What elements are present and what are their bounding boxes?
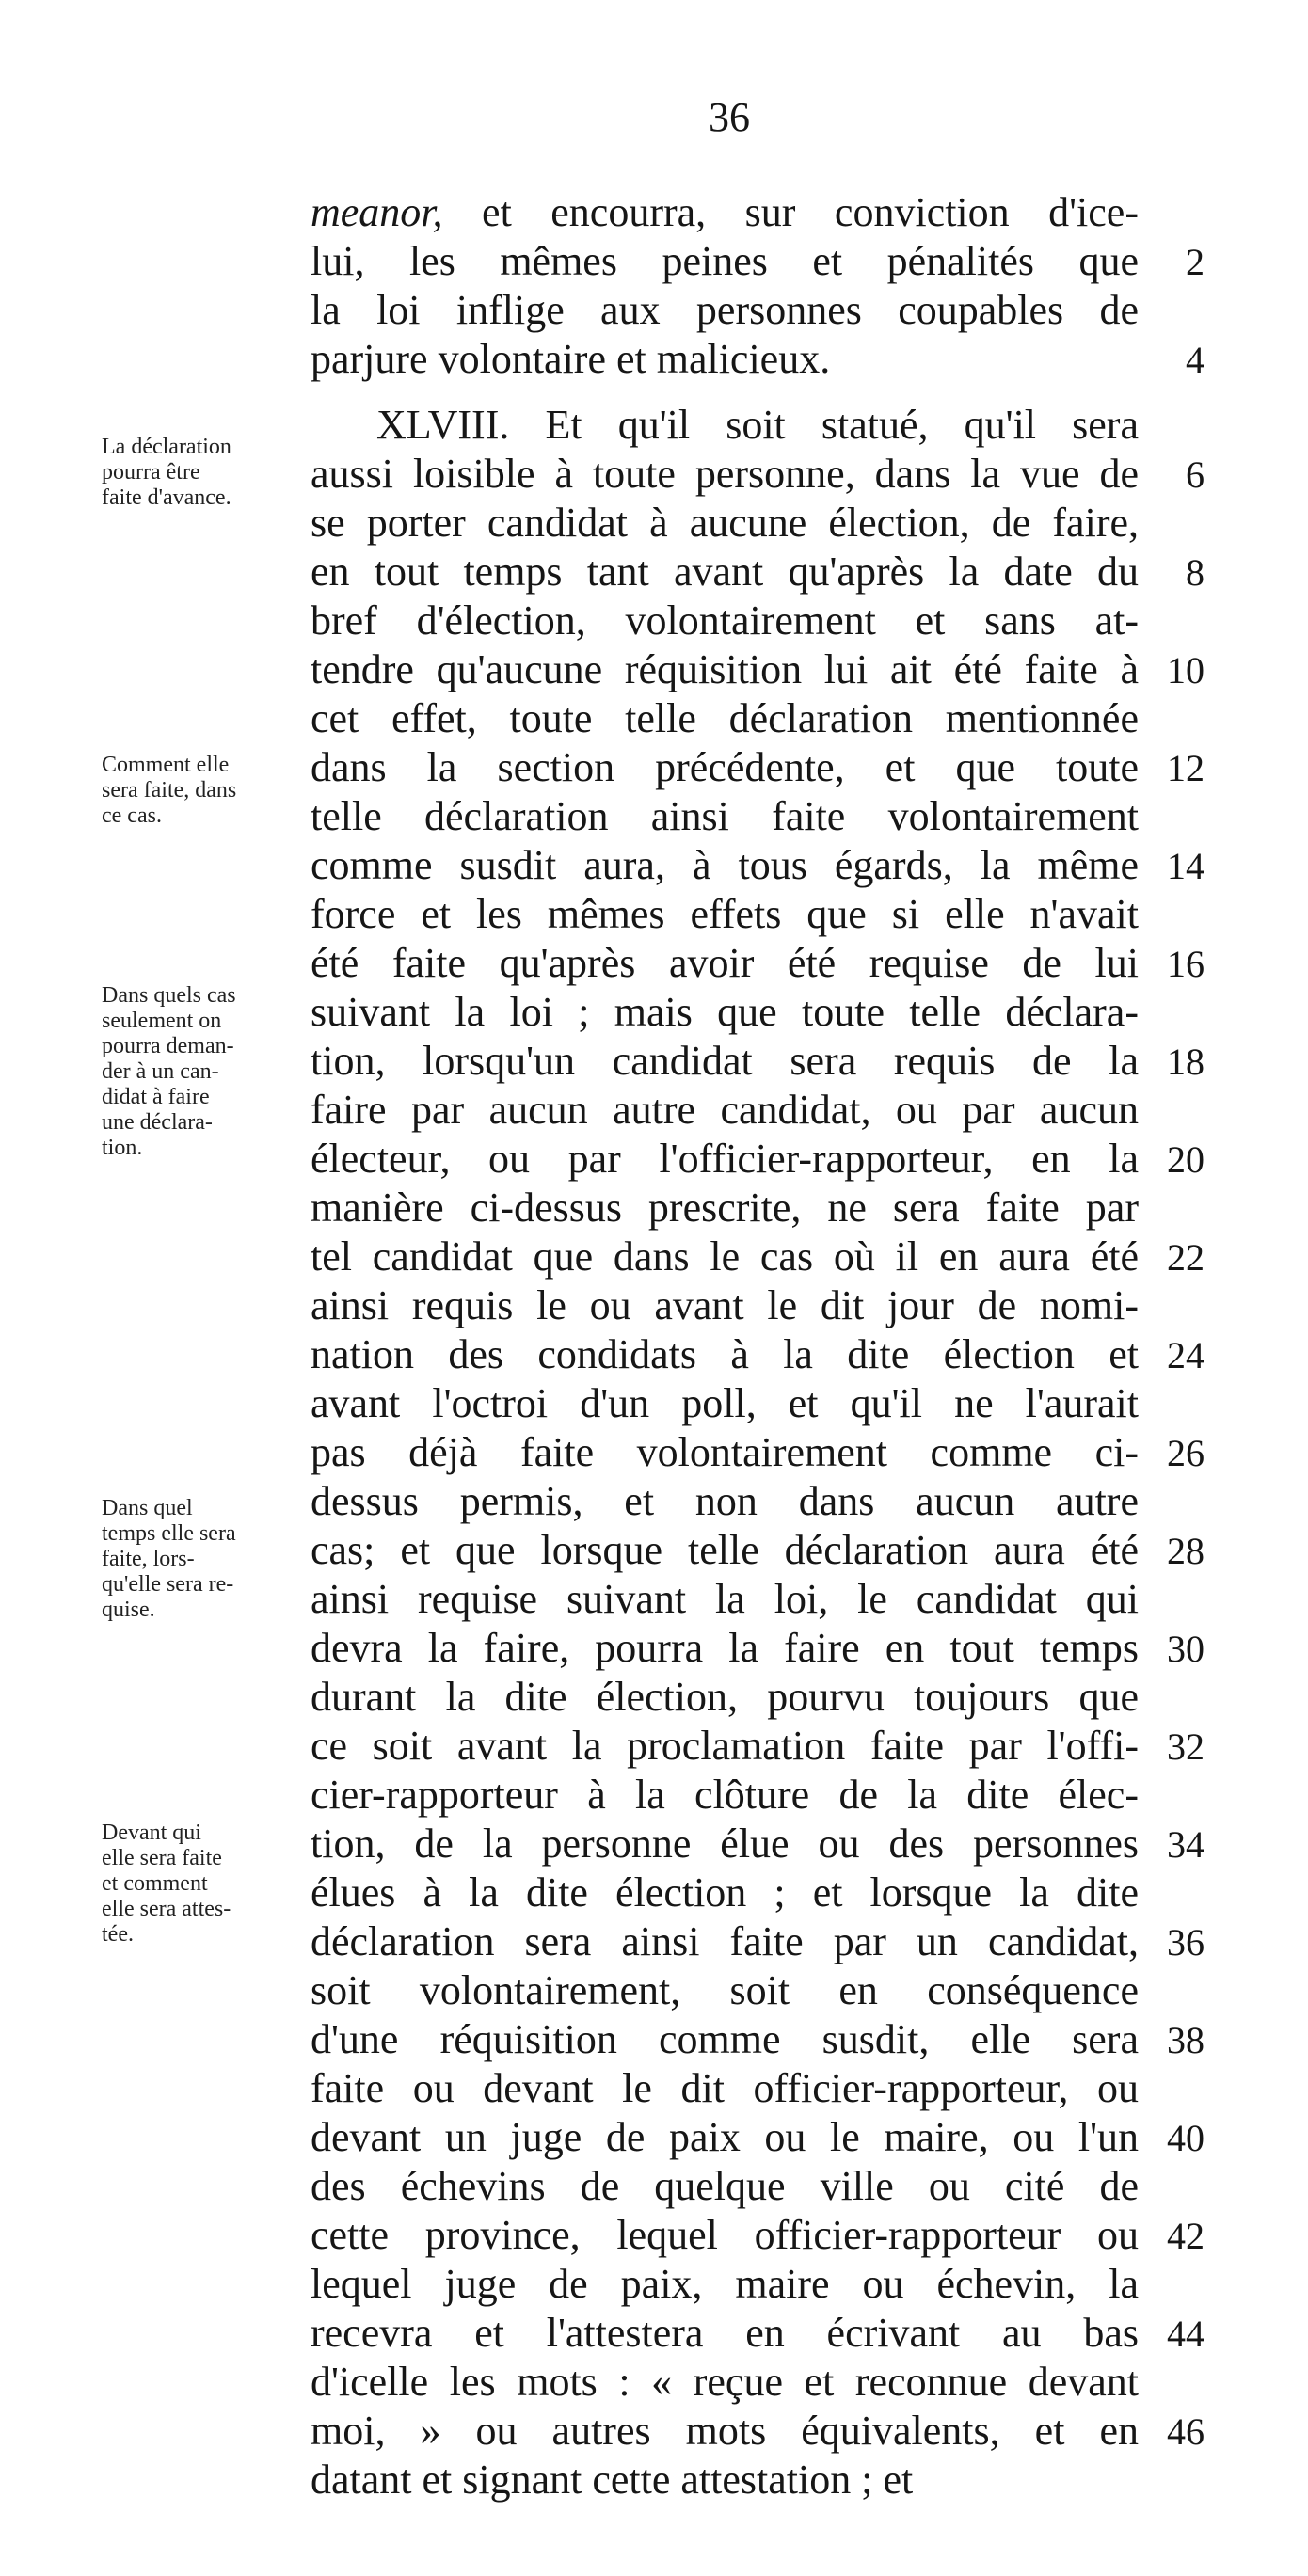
line-text: d'icelle les mots : « reçue et reconnue devant [311,2359,1139,2405]
body-text [311,188,1204,2504]
paragraph-gap [311,384,1204,401]
text-line [311,1771,1204,1820]
line-text: force et les mêmes effets que si elle n'avait [311,891,1139,937]
text-line [311,1575,1204,1624]
line-text: ainsi requise suivant la loi, le candidat qui [311,1576,1139,1622]
text-line [311,1673,1204,1722]
text-line [311,841,1204,890]
line-number: 34 [1167,1823,1204,1866]
text-line [311,988,1204,1037]
text-line [311,548,1204,596]
line-text: cier-rapporteur à la clôture de la dite élec- [311,1772,1139,1818]
line-text: d'une réquisition comme susdit, elle sera [311,2016,1139,2062]
text-line [311,499,1204,548]
line-text: dessus permis, et non dans aucun autre [311,1478,1139,1524]
text-line [311,694,1204,743]
line-text: ce soit avant la proclamation faite par l'offi- [311,1723,1139,1769]
text-line [311,188,1204,237]
line-number: 6 [1186,453,1204,496]
text-line [311,2211,1204,2260]
line-number: 14 [1167,845,1204,887]
text-line [311,1722,1204,1771]
line-text: élues à la dite élection ; et lorsque la dite [311,1869,1139,1916]
line-text: dans la section précédente, et que toute [311,744,1139,790]
text-line [311,1526,1204,1575]
line-number: 2 [1186,241,1204,283]
line-text: bref d'élection, volontairement et sans at- [311,597,1139,644]
margin-note-how: Comment elle sera faite, dans ce cas. [102,753,237,828]
line-number: 10 [1167,649,1204,692]
text-line [311,1232,1204,1281]
page-number: 36 [709,94,750,140]
line-text: parjure volontaire et malicieux. [311,336,831,382]
line-text: cet effet, toute telle déclaration mentionnée [311,695,1139,741]
section-heading-line [311,401,1204,450]
margin-note-which-cases: Dans quels cas seulement on pourra deman- der à un can- didat à faire une déclara- tion. [102,983,236,1160]
margin-note-advance: La déclaration pourra être faite d'avance. [102,435,231,510]
text-line [311,2309,1204,2358]
line-number: 4 [1186,339,1204,381]
line-text: devra la faire, pourra la faire en tout temps [311,1625,1139,1671]
line-number: 36 [1167,1921,1204,1964]
text-line [311,1477,1204,1526]
line-text: en tout temps tant avant qu'après la date du [311,549,1139,595]
margin-note-before-whom: Devant qui elle sera faite et comment elle sera attes- tée. [102,1821,231,1947]
text-line [311,1917,1204,1966]
text-line [311,2358,1204,2407]
line-text: datant et signant cette attestation ; et [311,2457,914,2503]
line-number: 20 [1167,1138,1204,1181]
line-text: cette province, lequel officier-rapporteur ou [311,2212,1139,2258]
text-line [311,335,1204,384]
text-line [311,1037,1204,1086]
line-text: déclaration sera ainsi faite par un candidat, [311,1918,1139,1964]
line-number: 42 [1167,2215,1204,2257]
line-number: 24 [1167,1334,1204,1376]
line-number: 8 [1186,551,1204,594]
line-text: suivant la loi ; mais que toute telle déclara- [311,989,1139,1035]
line-text: tion, lorsqu'un candidat sera requis de la [311,1038,1139,1084]
line-text: lequel juge de paix, maire ou échevin, la [311,2261,1139,2307]
text-line [311,2456,1204,2504]
text-line [311,1281,1204,1330]
text-line [311,1330,1204,1379]
line-text: recevra et l'attestera en écrivant au bas [311,2310,1139,2356]
text-line [311,1428,1204,1477]
line-text: électeur, ou par l'officier-rapporteur, en la [311,1136,1139,1182]
text-line [311,743,1204,792]
line-text: nation des condidats à la dite élection et [311,1331,1139,1377]
line-text: soit volontairement, soit en conséquence [311,1967,1139,2013]
line-text: faire par aucun autre candidat, ou par aucun [311,1087,1139,1133]
line-text: été faite qu'après avoir été requise de lui [311,940,1139,986]
margin-note-when: Dans quel temps elle sera faite, lors- qu'elle sera re- quise. [102,1496,236,1622]
line-text: des échevins de quelque ville ou cité de [311,2163,1139,2209]
line-text: lui, les mêmes peines et pénalités que [311,238,1139,284]
line-text: manière ci-dessus prescrite, ne sera faite par [311,1185,1139,1231]
line-number: 44 [1167,2313,1204,2355]
line-text: tendre qu'aucune réquisition lui ait été faite à [311,646,1139,692]
line-text: devant un juge de paix ou le maire, ou l'un [311,2114,1139,2160]
line-number: 22 [1167,1236,1204,1279]
text-line [311,1135,1204,1184]
text-line [311,2260,1204,2309]
line-text: pas déjà faite volontairement comme ci- [311,1429,1139,1475]
text-line [311,2113,1204,2162]
text-line [311,645,1204,694]
line-number: 18 [1167,1041,1204,1083]
line-number: 12 [1167,747,1204,789]
text-line [311,792,1204,841]
italic-word: meanor, [311,189,443,235]
line-text: moi, » ou autres mots équivalents, et en [311,2408,1139,2454]
line-text: avant l'octroi d'un poll, et qu'il ne l'aurait [311,1380,1139,1426]
text-line [311,1820,1204,1868]
text-line [311,939,1204,988]
line-text: telle déclaration ainsi faite volontairement [311,793,1139,839]
line-text: tion, de la personne élue ou des personnes [311,1821,1139,1867]
line-number: 16 [1167,943,1204,985]
text-line [311,2162,1204,2211]
line-text: aussi loisible à toute personne, dans la vue de [311,451,1139,497]
text-line [311,1086,1204,1135]
line-text: se porter candidat à aucune élection, de faire, [311,500,1139,546]
line-text: comme susdit aura, à tous égards, la même [311,842,1139,888]
line-number: 40 [1167,2117,1204,2159]
line-number: 30 [1167,1628,1204,1670]
text-line [311,1868,1204,1917]
text-line [311,596,1204,645]
line-number: 38 [1167,2019,1204,2061]
line-text: XLVIII. Et qu'il soit statué, qu'il sera [376,402,1139,448]
line-text: cas; et que lorsque telle déclaration aura été [311,1527,1139,1573]
text-line [311,2064,1204,2113]
line-number: 46 [1167,2410,1204,2453]
text-line [311,1184,1204,1232]
text-line [311,2407,1204,2456]
text-line [311,2015,1204,2064]
text-line [311,450,1204,499]
line-text: faite ou devant le dit officier-rapporteur, ou [311,2065,1139,2111]
line-number: 32 [1167,1725,1204,1768]
line-text: ainsi requis le ou avant le dit jour de nomi- [311,1282,1139,1328]
line-text: durant la dite élection, pourvu toujours que [311,1674,1139,1720]
line-number: 28 [1167,1530,1204,1572]
text-line [311,890,1204,939]
text-line [311,1624,1204,1673]
text-line [311,1379,1204,1428]
line-text: la loi inflige aux personnes coupables de [311,287,1139,333]
line-text: et encourra, sur conviction d'ice- [442,189,1139,235]
line-text: tel candidat que dans le cas où il en aura été [311,1233,1139,1280]
line-number: 26 [1167,1432,1204,1474]
text-line [311,286,1204,335]
text-line [311,237,1204,286]
text-line [311,1966,1204,2015]
